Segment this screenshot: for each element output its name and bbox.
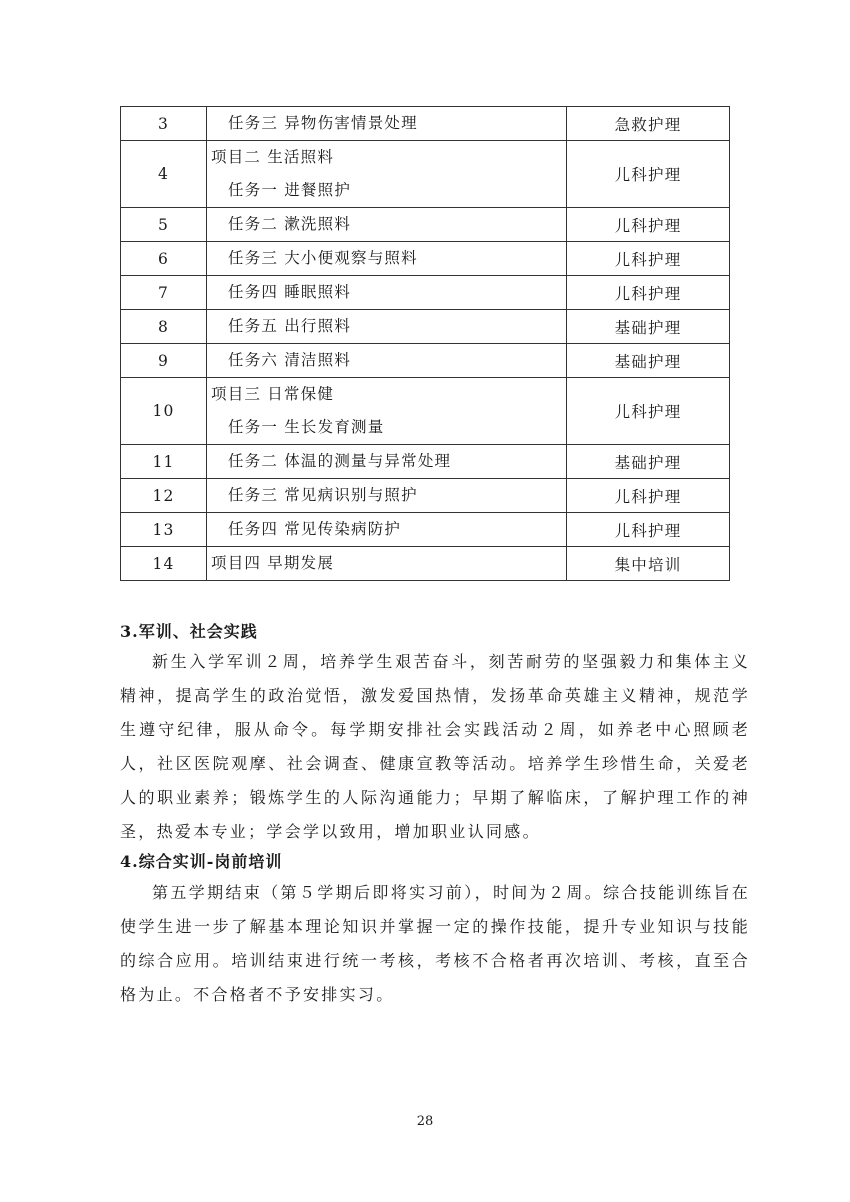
task-title: 任务二 体温的测量与异常处理 xyxy=(228,452,452,470)
task-cell xyxy=(207,141,567,208)
page-number: 28 xyxy=(416,1114,434,1129)
training-type-cell: 集中培训 xyxy=(567,547,730,581)
row-number-cell: 7 xyxy=(121,276,207,310)
row-number-cell: 3 xyxy=(121,107,207,141)
row-number-cell: 8 xyxy=(121,310,207,344)
section-4-paragraph: 第五学期结束（第５学期后即将实习前），时间为２周。综合技能训练旨在使学生进一步了解基本理论知识并掌握一定的操作技能，提升专业知识与技能的综合应用。培训结束进行统一考核，考核不合格者再次培训、考核，直至合格为止。不合格者不予安排实习。 xyxy=(120,883,750,1004)
table-row xyxy=(121,513,730,547)
training-type-cell: 儿科护理 xyxy=(567,208,730,242)
row-number-cell: 11 xyxy=(121,445,207,479)
row-number-cell: 12 xyxy=(121,479,207,513)
task-title: 任务五 出行照料 xyxy=(228,317,352,335)
table-row xyxy=(121,276,730,310)
task-cell xyxy=(207,310,567,344)
task-cell xyxy=(207,378,567,445)
table-row xyxy=(121,208,730,242)
task-cell xyxy=(207,479,567,513)
project-title: 项目三 日常保健 xyxy=(211,385,335,403)
task-cell xyxy=(207,547,567,581)
schedule-table-body xyxy=(121,107,730,581)
task-cell xyxy=(207,242,567,276)
row-number-cell: 4 xyxy=(121,141,207,208)
row-number-cell: 6 xyxy=(121,242,207,276)
task-title: 任务三 常见病识别与照护 xyxy=(228,486,418,504)
table-row xyxy=(121,445,730,479)
task-cell xyxy=(207,513,567,547)
training-type-cell: 儿科护理 xyxy=(567,513,730,547)
row-number-cell: 14 xyxy=(121,547,207,581)
table-row xyxy=(121,242,730,276)
task-title: 任务二 漱洗照料 xyxy=(228,215,352,233)
task-cell xyxy=(207,445,567,479)
training-type-cell: 儿科护理 xyxy=(567,141,730,208)
task-title: 任务一 进餐照护 xyxy=(228,181,352,199)
training-type-cell: 基础护理 xyxy=(567,445,730,479)
table-row xyxy=(121,378,730,445)
task-cell xyxy=(207,208,567,242)
table-row xyxy=(121,107,730,141)
training-type-cell: 儿科护理 xyxy=(567,479,730,513)
training-type-cell: 儿科护理 xyxy=(567,276,730,310)
table-row xyxy=(121,479,730,513)
task-cell xyxy=(207,107,567,141)
row-number-cell: 13 xyxy=(121,513,207,547)
row-number-cell: 9 xyxy=(121,344,207,378)
training-type-cell: 基础护理 xyxy=(567,344,730,378)
task-title: 任务六 清洁照料 xyxy=(228,351,352,369)
table-row xyxy=(121,547,730,581)
section-3-paragraph: 新生入学军训２周，培养学生艰苦奋斗，刻苦耐劳的坚强毅力和集体主义精神，提高学生的政治觉悟，激发爱国热情，发扬革命英雄主义精神，规范学生遵守纪律，服从命令。每学期安排社会实践活动２周，如养老中心照顾老人，社区医院观摩、社会调查、健康宣教等活动。培养学生珍惜生命，关爱老人的职业素养；锻炼学生的人际沟通能力；早期了解临床，了解护理工作的神圣，热爱本专业；学会学以致用，增加职业认同感。 xyxy=(120,652,750,841)
task-cell xyxy=(207,276,567,310)
table-row xyxy=(121,344,730,378)
task-title: 任务一 生长发育测量 xyxy=(228,418,385,436)
task-title: 任务三 异物伤害情景处理 xyxy=(228,114,418,132)
project-title: 项目四 早期发展 xyxy=(211,554,335,572)
row-number-cell: 10 xyxy=(121,378,207,445)
training-type-cell: 基础护理 xyxy=(567,310,730,344)
row-number-cell: 5 xyxy=(121,208,207,242)
training-type-cell: 儿科护理 xyxy=(567,242,730,276)
task-title: 任务四 常见传染病防护 xyxy=(228,520,402,538)
section-3-heading: 3.军训、社会实践 xyxy=(120,622,258,641)
task-cell xyxy=(207,344,567,378)
project-title: 项目二 生活照料 xyxy=(211,148,335,166)
schedule-table xyxy=(120,106,730,581)
task-title: 任务三 大小便观察与照料 xyxy=(228,249,418,267)
task-title: 任务四 睡眠照料 xyxy=(228,283,352,301)
training-type-cell: 急救护理 xyxy=(567,107,730,141)
section-4-heading: 4.综合实训-岗前培训 xyxy=(120,852,283,871)
training-type-cell: 儿科护理 xyxy=(567,378,730,445)
table-row xyxy=(121,310,730,344)
table-row xyxy=(121,141,730,208)
